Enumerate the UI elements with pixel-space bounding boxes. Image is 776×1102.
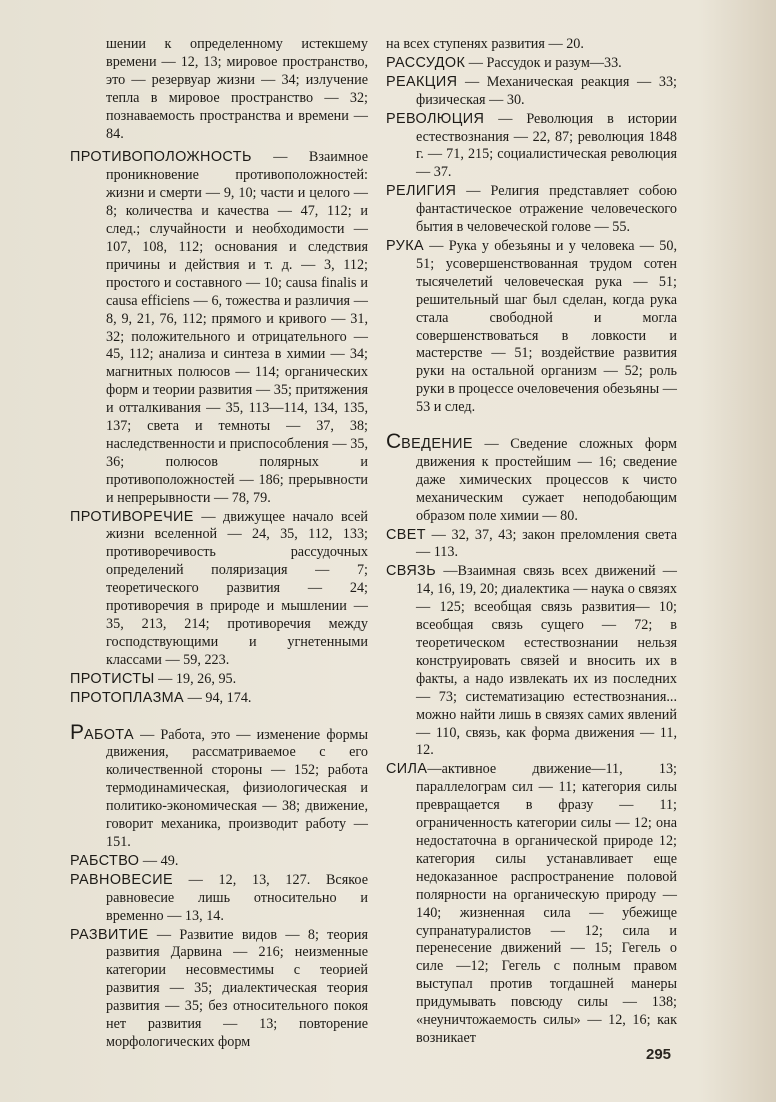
entry-text: — 94, 174. — [184, 689, 252, 706]
entry-text: — Сведение сложных форм движения к простейшим — 16; сведение даже химических процессов к чисто механическим сужает неподобающим образом поле химии — 80. — [416, 436, 677, 524]
entry-text: — Развитие видов — 8; теория развития Дарвина — 216; неизменные категории несовместимы с теорией развития — 35; диалектическая теория развития — 35; без относительного покоя нет развития — 13; повторение морфологических форм — [106, 926, 368, 1050]
index-column-right — [386, 36, 677, 1049]
index-entry — [386, 111, 677, 183]
entry-text: — Революция в истории естествознания — 22, 87; революция 1848 г. — 71, 215; социалистическая революция — 37. — [416, 110, 677, 181]
entry-text: — Рука у обезьяны и у человека — 50, 51; усовершенствованная трудом сотен тысячелетий человеческая рука — 51; решительный шаг был сделан, когда рука стала свободной и могла совершенствоваться в ловкости и мастерстве — 51; воздействие развития руки на остальной организм — 52; роль руки в процессе очеловечения обезьяны — 53 и след. — [416, 237, 677, 416]
index-entry — [70, 690, 368, 708]
index-entry — [386, 527, 677, 563]
index-column-left — [70, 36, 368, 1053]
entry-text: — движущее начало всей жизни вселенной — 24, 35, 112, 133; противоречивость рассудочных определений поляризация — 7; теоретического развития — 24; противоречия в природе и мышлении — 35, 213, 214; противоречия между господствующими и угнетенными классами — 59, 223. — [106, 508, 368, 668]
index-entry — [386, 238, 677, 417]
index-entry — [70, 149, 368, 507]
entry-text: шении к определенному истекшему времени — 12, 13; мировое пространство, это — резервуар жизни — 34; излучение тепла в мировое пространство — 32; познаваемость пространства и времени — 84. — [106, 36, 368, 142]
entry-heading: СВЕТ — [386, 526, 426, 543]
entry-text: — 19, 26, 95. — [154, 670, 237, 687]
entry-heading: СИЛА — [386, 761, 428, 778]
entry-heading: ПРОТИВОПОЛОЖНОСТЬ — [70, 149, 252, 166]
entry-heading: РАВНОВЕСИЕ — [70, 871, 173, 888]
entry-text: — Религия представляет собою фантастическое отражение человеческого бытия в человеческой голове — 55. — [416, 183, 677, 236]
index-entry — [386, 55, 677, 73]
index-entry — [70, 927, 368, 1052]
entry-heading: РУКА — [386, 237, 425, 254]
entry-heading: РАЗВИТИЕ — [70, 926, 149, 943]
entry-text: — Механическая реакция — 33; физическая — 30. — [416, 73, 677, 108]
index-entry-letter-start — [386, 430, 677, 526]
entry-heading: ПРОТОПЛАЗМА — [70, 689, 185, 706]
entry-heading — [70, 720, 135, 744]
index-entry — [386, 36, 677, 54]
entry-heading: РЕЛИГИЯ — [386, 183, 457, 200]
entry-heading: РЕАКЦИЯ — [386, 73, 458, 90]
index-entry-letter-start — [70, 720, 368, 852]
entry-text: — Работа, это — изменение формы движения, рассматриваемое с его количественной стороны — 152; работа термодинамическая, физиологическая и политико-экономическая — 38; движение, говорит механика, производит работу — 151. — [106, 726, 368, 850]
entry-heading: РАБСТВО — [70, 852, 140, 869]
entry-text: — 32, 37, 43; закон преломления света — 113. — [416, 526, 677, 561]
index-entry — [70, 509, 368, 670]
index-entry — [70, 36, 368, 143]
index-entry — [70, 872, 368, 926]
section-initial: Р — [70, 720, 85, 744]
entry-text: —активное движение—11, 13; параллелограм сил — 11; категория силы превращается в фразу — 11; ограниченность категории силы — 12; она недостаточна в органической природе 12; категория силы устанавливает еще недоказанное распространение половой полярности на органическую природу — 140; жизненная сила — убежище супранатуралистов — 12; сила и перенесение движений — 15; Гегель о силе —12; Гегель с полным правом выступал против тогдашней манеры придумывать повсюду силы — 138; «неуничтожаемость силы» — 12, 16; как возникает — [416, 761, 677, 1046]
entry-heading: РЕВОЛЮЦИЯ — [386, 110, 485, 127]
index-entry — [70, 671, 368, 689]
entry-text: — Рассудок и разум—33. — [465, 54, 622, 71]
heading-rest: ВЕДЕНИЕ — [401, 436, 473, 453]
section-initial: С — [386, 430, 402, 454]
entry-text: — 49. — [139, 852, 179, 869]
entry-text: — 12, 13, 127. Всякое равновесие лишь относительно и временно — 13, 14. — [106, 871, 368, 924]
entry-heading: СВЯЗЬ — [386, 563, 437, 580]
entry-text: — Взаимное проникновение противоположностей: жизни и смерти — 9, 10; части и целого — 8; количества и качества — 47, 112; и след.; случайности и необходимости — 107, 108, 112; основания и следствия причины и действия и т. д. — 3, 112; простого и составного — 10; causa finalis и causa efficiens — 6, тожества и различия — 8, 9, 21, 76, 112; прямого и кривого — 31, 32; положительного и отрицательного — 45, 112; анализа и синтеза в химии — 34; магнитных полюсов — 114; органических форм и теории развития — 35; притяжения и отталкивания — 35, 113—114, 134, 135, 137; света и темноты — 37, 38; наследственности и приспособления — 35, 36; полюсов полярных и противоположностей — 186; прерывности и непрерывности — 78, 79. — [106, 149, 368, 506]
index-entry — [386, 563, 677, 760]
entry-heading: ПРОТИСТЫ — [70, 670, 155, 687]
index-entry — [70, 853, 368, 871]
entry-heading: РАССУДОК — [386, 54, 466, 71]
entry-heading — [386, 430, 473, 454]
index-entry — [386, 761, 677, 1048]
index-entry — [386, 74, 677, 110]
entry-text: —Взаимная связь всех движений — 14, 16, 19, 20; диалектика — наука о связях — 125; всеобщая связь развития— 10; всеобщая связь сущего — 72; в теоретическом естествознании нельзя конструировать связей и вносить их в факты, а надо извлекать их из последних — 73; систематизацию естествознания... можно найти лишь в связях самих явлений — 110, связь, как форма движения — 11, 12. — [416, 563, 677, 759]
index-entry — [386, 183, 677, 237]
entry-heading: ПРОТИВОРЕЧИЕ — [70, 508, 194, 525]
page-number: 295 — [646, 1046, 672, 1063]
heading-rest: АБОТА — [84, 726, 135, 743]
entry-text: на всех ступенях развития — 20. — [386, 36, 584, 52]
